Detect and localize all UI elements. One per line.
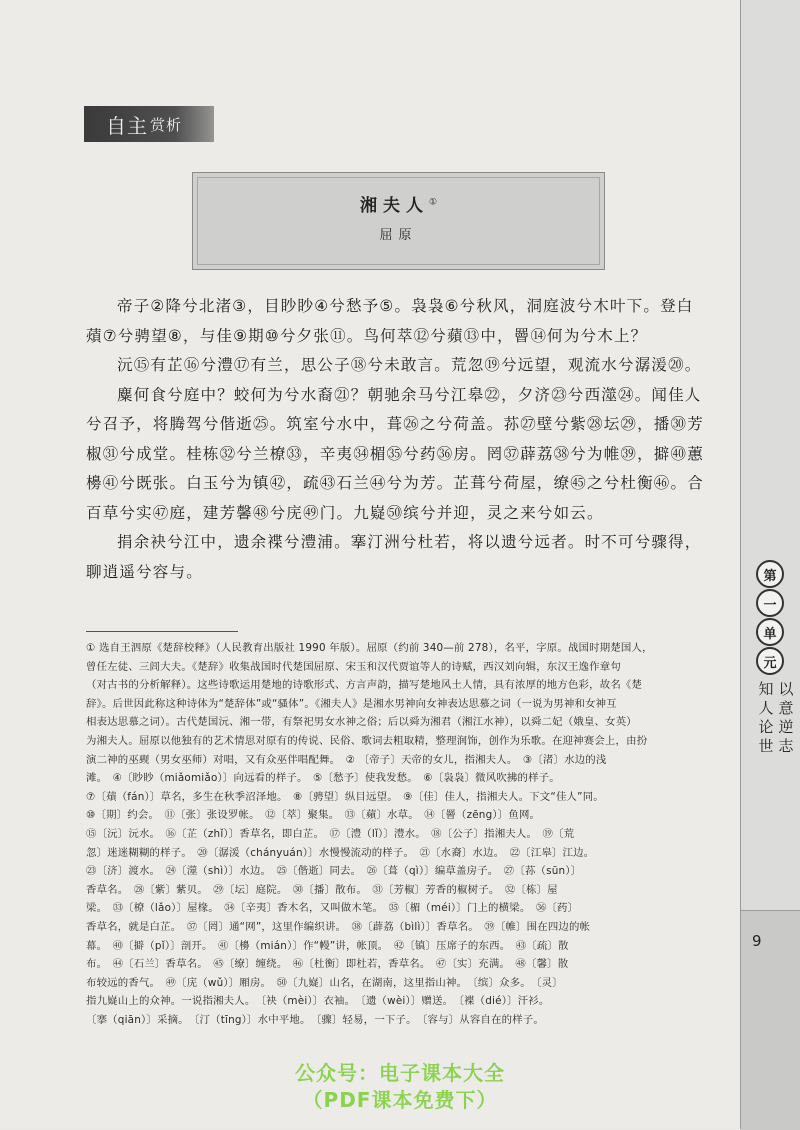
footnote-line: ⑮〔沅〕沅水。 ⑯〔芷（zhǐ）〕香草名，即白芷。 ⑰〔澧（lǐ）〕澧水。 ⑱〔公子〕指湘夫人。 ⑲〔荒 xyxy=(86,827,575,840)
unit-circle: 第 xyxy=(756,560,784,588)
poem-title xyxy=(193,191,604,216)
poem-paragraph: 麋何食兮庭中？蛟何为兮水裔㉑？朝驰余马兮江皋㉒，夕济㉓兮西澨㉔。闻佳人兮召予，将腾驾兮偕逝㉕。筑室兮水中，葺㉖之兮荷盖。荪㉗壁兮紫㉘坛㉙，播㉚芳椒㉛兮成堂。桂栋㉜兮兰橑㉝，辛夷㉞楣㉟兮药㊱房。罔㊲薜荔㊳兮为帷㊴，擗㊵蕙櫋㊶兮既张。白玉兮为镇㊷，疏㊸石兰㊹兮为芳。芷葺兮荷屋，缭㊺之兮杜衡㊻。合百草兮实㊼庭，建芳馨㊽兮庑㊾门。九嶷㊿缤兮并迎，灵之来兮如云。 xyxy=(86,385,704,522)
watermark-line1: 公众号：电子课本大全 xyxy=(295,1061,505,1085)
page-number: 9 xyxy=(752,932,762,950)
poem-author: 屈原 xyxy=(379,228,418,243)
poem-title-box xyxy=(192,172,605,270)
footnote-separator xyxy=(86,631,238,632)
footnote-line: 香草名。 ㉘〔紫〕紫贝。 ㉙〔坛〕庭院。 ㉚〔播〕散布。 ㉛〔芳椒〕芳香的椒树子。 ㉜〔栋〕屋 xyxy=(86,883,558,896)
unit-circle: 一 xyxy=(756,589,784,617)
poem-paragraph: 捐余袂兮江中，遗余褋兮澧浦。搴汀洲兮杜若，将以遗兮远者。时不可兮骤得，聊逍遥兮容与。 xyxy=(86,533,702,581)
footnote-line: ① 选自王泗原《楚辞校释》（人民教育出版社 1990 年版）。屈原（约前 340—前 278），名平，字原。战国时期楚国人， xyxy=(86,642,653,654)
unit-theme-col1: 以意逆志 xyxy=(778,680,794,755)
unit-marker xyxy=(752,560,788,676)
footnote-line: 辞》。后世因此称这种诗体为“楚辞体”或“骚体”。《湘夫人》是湘水男神向女神表达思慕之词（一说为男神和女神互 xyxy=(86,697,617,710)
footnote-line: 梁。 ㉝〔橑（lǎo）〕屋椽。 ㉞〔辛夷〕香木名，又叫做木笔。 ㉟〔楣（méi）〕门上的横梁。 ㊱〔药〕 xyxy=(86,902,579,915)
footnote-line: 〔搴（qiān）〕采摘。 〔汀（tīng）〕水中平地。 〔骤〕轻易，一下子。 〔容与〕从容自在的样子。 xyxy=(86,1013,544,1026)
footnote-line: （对古书的分析解释）。这些诗歌运用楚地的诗歌形式、方言声韵，描写楚地风土人情，具有浓厚的地方色彩，故名《楚 xyxy=(86,679,643,692)
footnote-line: ⑩〔期〕约会。 ⑪〔张〕张设罗帐。 ⑫〔萃〕聚集。 ⑬〔蘋〕水草。 ⑭〔罾（zēng）〕鱼网。 xyxy=(86,809,541,822)
unit-theme-col2: 知人论世 xyxy=(758,680,774,755)
poem-title-text: 湘夫人 xyxy=(359,196,429,216)
footnote-line: 指九嶷山上的众神。一说指湘夫人。 〔袂（mèi）〕衣袖。 〔遗（wèi）〕赠送。 〔褋（dié）〕汗衫。 xyxy=(86,995,550,1008)
poem-title-footnote-mark: ① xyxy=(428,197,438,208)
footnote-line: 演二神的巫觋（男女巫师）对唱，又有众巫伴唱配舞。 ② 〔帝子〕天帝的女儿，指湘夫人。 ③〔渚〕水边的浅 xyxy=(86,753,607,766)
section-badge-sub: 赏析 xyxy=(150,115,183,134)
footnote-line: 香草名，就是白芷。 ㊲〔罔〕通“网”，这里作编织讲。 ㊳〔薜荔（bìlì）〕香草名。 ㊴〔帷〕围在四边的帐 xyxy=(86,920,591,933)
footnote-line: 布。 ㊹〔石兰〕香草名。 ㊺〔缭〕缠绕。 ㊻〔杜衡〕即杜若，香草名。 ㊼〔实〕充满。 ㊽〔馨〕散 xyxy=(86,958,569,971)
footnote-line: 相表达思慕之词）。古代楚国沅、湘一带，有祭祀男女水神之俗；后以舜为湘君（湘江水神），以舜二妃（娥皇、女英） xyxy=(86,716,637,729)
unit-circle: 元 xyxy=(756,647,784,675)
footnote-line: ㉓〔济〕渡水。 ㉔〔澨（shì）〕水边。 ㉕〔偕逝〕同去。 ㉖〔葺（qì）〕编草盖房子。 ㉗〔荪（sūn）〕 xyxy=(86,865,582,878)
footnote-line: ⑦〔薠（fán）〕草名，多生在秋季沼泽地。 ⑧〔骋望〕纵目远望。 ⑨〔佳〕佳人，指湘夫人。下文“佳人”同。 xyxy=(86,790,604,803)
section-badge xyxy=(84,106,214,142)
poem-paragraph: 帝子②降兮北渚③，目眇眇④兮愁予⑤。袅袅⑥兮秋风，洞庭波兮木叶下。登白薠⑦兮骋望⑧，与佳⑨期⑩兮夕张⑪。鸟何萃⑫兮蘋⑬中，罾⑭何为兮木上？ xyxy=(86,297,694,345)
section-badge-main: 自主 xyxy=(106,113,148,138)
footnotes xyxy=(86,639,726,1029)
footnote-line: 忽〕迷迷糊糊的样子。 ⑳〔潺湲（chányuán）〕水慢慢流动的样子。 ㉑〔水裔〕水边。 ㉒〔江皋〕江边。 xyxy=(86,846,595,859)
watermark-line2: （PDF课本免费下） xyxy=(302,1088,498,1112)
footnote-line: 为湘夫人。屈原以他独有的艺术情思对原有的传说、民俗、歌词去粗取精，整理润饰，创作为乐歌。在迎神赛会上，由扮 xyxy=(86,734,648,747)
footnote-line: 幕。 ㊵〔擗（pǐ）〕剖开。 ㊶〔櫋（mián）〕作“幔”讲，帐顶。 ㊷〔镇〕压席子的东西。 ㊸〔疏〕散 xyxy=(86,939,569,952)
poem-paragraph: 沅⑮有芷⑯兮澧⑰有兰，思公子⑱兮未敢言。荒忽⑲兮远望，观流水兮潺湲⑳。 xyxy=(117,356,702,374)
poem-body xyxy=(86,292,706,587)
footnote-line: 布较远的香气。 ㊾〔庑（wǔ）〕厢房。 ㊿〔九嶷〕山名，在湖南，这里指山神。 〔缤〕众多。 〔灵〕 xyxy=(86,976,563,989)
footnote-line: 滩。 ④〔眇眇（miǎomiǎo）〕向远看的样子。 ⑤〔愁予〕使我发愁。 ⑥〔袅袅〕微风吹拂的样子。 xyxy=(86,772,560,785)
footnote-line: 曾任左徒、三闾大夫。《楚辞》收集战国时代楚国屈原、宋玉和汉代贾谊等人的诗赋，西汉刘向辑，东汉王逸作章句 xyxy=(86,660,621,673)
unit-circle: 单 xyxy=(756,618,784,646)
